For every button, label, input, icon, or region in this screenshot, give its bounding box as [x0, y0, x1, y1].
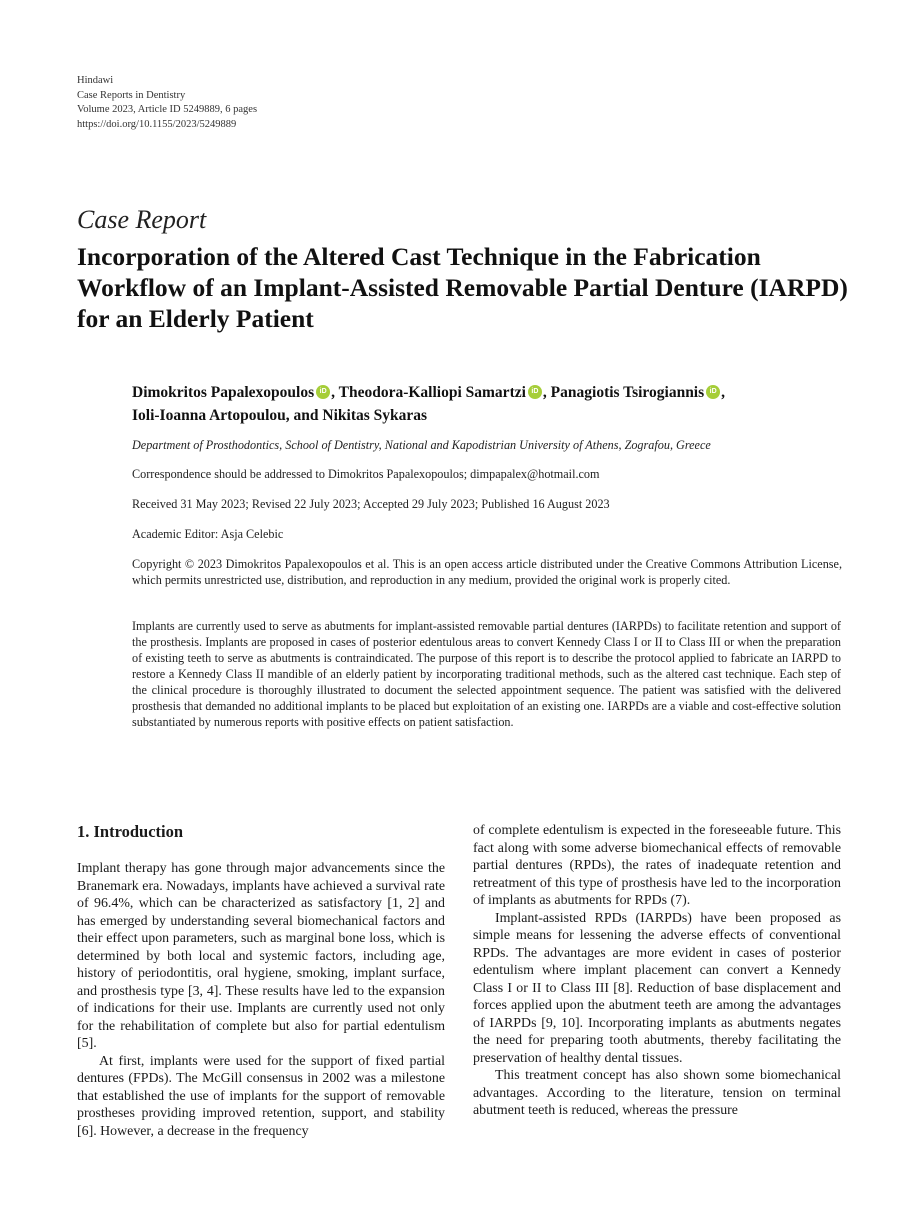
body-column-right	[473, 822, 841, 1120]
publication-dates: Received 31 May 2023; Revised 22 July 2023; Accepted 29 July 2023; Published 16 August 2023	[132, 497, 610, 511]
paragraph: of complete edentulism is expected in the foreseeable future. This fact along with some adverse biomechanical effects of removable partial dentures (RPDs), the rates of inadequate retention and retreatment of this type of prosthesis have led to the incorporation of implants as abutments for RPDs (7).	[473, 823, 841, 908]
paragraph: At first, implants were used for the support of fixed partial dentures (FPDs). The McGill consensus in 2002 was a milestone that established the use of implants for the support of removable prostheses providing improved retention, support, and stability [6]. However, a decrease in the frequency	[77, 1053, 445, 1139]
journal-header	[77, 74, 257, 132]
author-name: Theodora-Kalliopi Samartzi	[338, 384, 526, 401]
author-list: Dimokritos Papalexopoulos iD , Theodora-Kalliopi Samartzi iD , Panagiotis Tsirogiannis iD , Ioli-Ioanna Artopoulou, and Nikitas Sykaras	[132, 384, 726, 424]
author-name: Dimokritos Papalexopoulos	[132, 384, 315, 401]
orcid-icon[interactable]: iD	[706, 385, 720, 399]
article-type: Case Report	[77, 205, 207, 234]
paragraph: Implant therapy has gone through major advancements since the Branemark era. Nowadays, implants have achieved a survival rate of 96.4%, which can be characterized as satisfactory [1, 2] and has emerged by understanding several biomechanical factors and their effect upon parameters, such as marginal bone loss, which is determined by both local and systemic factors, including age, history of periodontitis, oral hygiene, smoking, implant surface, and prosthesis type [3, 4]. These results have led to the expansion of indications for their use. Implants are currently used not only for the rehabilitation of complete but also for partial edentulism [5].	[77, 861, 445, 1051]
journal-name: Case Reports in Dentistry	[77, 89, 186, 101]
copyright-notice: Copyright © 2023 Dimokritos Papalexopoulos et al. This is an open access article distributed under the Creative Commons Attribution License, which permits unrestricted use, distribution, and reproduction in any medium, provided the original work is properly cited.	[132, 557, 842, 587]
correspondence: Correspondence should be addressed to Dimokritos Papalexopoulos; dimpapalex@hotmail.com	[132, 467, 600, 481]
publisher-name: Hindawi	[77, 75, 114, 86]
orcid-icon[interactable]: iD	[316, 385, 330, 399]
academic-editor: Academic Editor: Asja Celebic	[132, 527, 284, 541]
author-name: Ioli-Ioanna Artopoulou	[132, 407, 286, 424]
body-column-left	[77, 822, 445, 1140]
affiliation: Department of Prosthodontics, School of Dentistry, National and Kapodistrian University of Athens, Zografou, Greece	[132, 438, 711, 452]
author-name: Panagiotis Tsirogiannis	[550, 384, 705, 401]
volume-info: Volume 2023, Article ID 5249889, 6 pages	[77, 104, 258, 115]
author-name: Nikitas Sykaras	[322, 407, 428, 424]
orcid-icon[interactable]: iD	[528, 385, 542, 399]
article-title: Incorporation of the Altered Cast Technique in the Fabrication Workflow of an Implant-Assisted Removable Partial Denture (IARPD) for an Elderly Patient	[77, 242, 848, 333]
doi-link[interactable]: https://doi.org/10.1155/2023/5249889	[77, 118, 237, 130]
paragraph: This treatment concept has also shown some biomechanical advantages. According to the literature, tension on terminal abutment teeth is reduced, whereas the pressure	[473, 1068, 841, 1118]
abstract: Implants are currently used to serve as abutments for implant-assisted removable partial dentures (IARPDs) to facilitate retention and support of the prosthesis. Implants are proposed in cases of posterior edentulous areas to convert Kennedy Class I or II to Class III or when the preparation of existing teeth to serve as abutments is contraindicated. The purpose of this report is to describe the protocol applied to fabricate an IARPD to restore a Kennedy Class II mandible of an elderly patient by incorporating traditional methods, such as the altered cast technique. Each step of the clinical procedure is thoroughly illustrated to document the selected appointment sequence. The patient was satisfied with the delivered prosthesis that demanded no additional implants to be placed but exploitation of an existing one. IARPDs are a viable and cost-effective solution substantiated by numerous reports with positive effects on patient satisfaction.	[132, 619, 841, 729]
section-heading: 1. Introduction	[77, 822, 184, 841]
paragraph: Implant-assisted RPDs (IARPDs) have been proposed as simple means for lessening the adverse effects of conventional RPDs. The advantages are more evident in cases of posterior edentulism where implant placement can convert a Kennedy Class I or II to Class III [8]. Reduction of base displacement and forces applied upon the abutment teeth are among the advantages of IARPDs [9, 10]. Incorporating implants as abutments negates the need for preparing tooth abutments, thereby facilitating the preservation of healthy dental tissues.	[473, 910, 841, 1066]
